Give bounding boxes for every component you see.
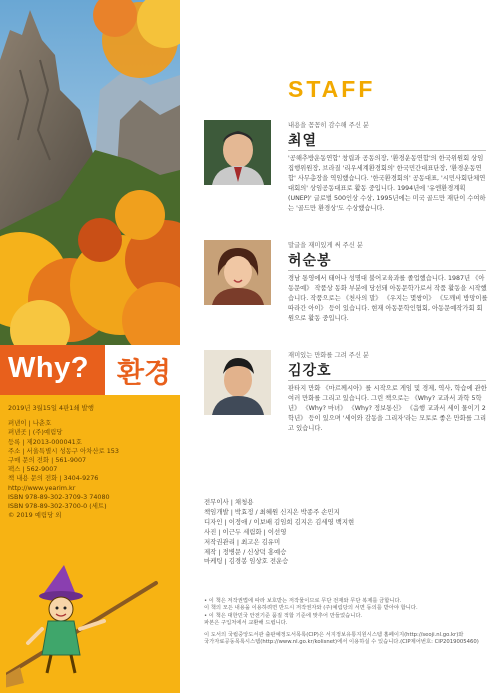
staff-role: 말글을 재미있게 써 주신 분 [288, 242, 363, 249]
subject-box [105, 345, 180, 395]
isbn: ISBN 978-89-302-3709-3 74080 [8, 492, 110, 501]
illustrator-photo [204, 350, 271, 415]
credit-row: 전무이사 | 채청용 [204, 498, 254, 506]
credit-row: 저작권관리 | 최고은 김유미 [204, 537, 281, 546]
imprint-row: 주소 | 서울특별시 성동구 아차산로 153 [8, 446, 119, 455]
divider [288, 380, 486, 381]
subject-title: 환경 [117, 356, 172, 389]
footnote: 이 책의 모든 내용을 이용하려면 반드시 저작권자와 (주)예림당의 서면 동의를 받아야 합니다. [204, 605, 418, 612]
production-credits [204, 498, 494, 567]
staff-page [180, 0, 500, 693]
witch-character-illustration [6, 563, 178, 688]
imprint-row: 팩스 | 562-9007 [8, 465, 58, 474]
divider [288, 270, 486, 271]
footnote: • 이 책은 대한민국 안전기준 품질 적합 기준에 맞추어 만들었습니다. [204, 612, 363, 619]
imprint-row: 책 내용 문의 전화 | 3404-9276 [8, 474, 99, 483]
staff-name: 허순봉 [288, 253, 332, 269]
divider [288, 150, 486, 151]
left-panel [0, 0, 180, 693]
staff-name: 김강호 [288, 363, 332, 379]
cip-note: 이 도서의 국립중앙도서관 출판예정도서목록(CIP)은 서지정보유통지원시스템 홈페이지(http://seoji.nl.go.kr)와 [204, 631, 464, 638]
staff-heading: STAFF [288, 76, 376, 102]
cip-note: 국가자료공동목록시스템(http://www.nl.go.kr/kolisnet)에서 이용하실 수 있습니다.(CIP제어번호: CIP2019005460) [204, 639, 479, 646]
imprint-block [8, 404, 178, 520]
isbn-set: ISBN 978-89-302-3700-0 (세트) [8, 502, 107, 511]
supervisor-photo [204, 120, 271, 185]
imprint-row: 등록 | 제2013-000041호 [8, 437, 82, 446]
staff-bio: '공해추방운동연합' 창립과 공동의장, '환경운동연합'의 한국위원회 상임집행위원장, 브라질 '리우세계환경회의' 한국민간대표단장, '환경운동연합' 사무총장을 역임했습니다. '한국환경회의' 공동대표, '시민사회단체연대회의' 상임공동대표로 활동 중입니다. 1994년에 '유엔환경계획(UNEP)' 글로벌 500인상 수상, 1995년에는 미국 골드만 재단이 수여하는 '골드만 환경상'도 수상했습니다. [288, 155, 486, 213]
staff-name: 최열 [288, 133, 318, 149]
credit-row: 사진 | 이근두 세림화 | 이선영 [204, 527, 287, 536]
imprint-row: 펴낸이 | 나춘호 [8, 419, 52, 428]
staff-bio: 판타지 만화 《마르께시아》를 시작으로 게임 및 경제, 역사, 학습에 관한 여러 만화를 그리고 있습니다. 그린 책으로는 《Why? 교과서 과학 5학년》 《Why? 마녀》 《Why? 정보통신》 《음행 교과서 세이 물이기 2학년》 등이 있으며 '세이와 감동을 그리자'라는 모토로 좋은 만화를 그리고 있습니다. [288, 385, 487, 433]
credit-row: 제작 | 정병문 / 신상덕 홍예승 [204, 547, 287, 556]
credit-row: 디자인 | 이정애 / 이보배 김임희 김지은 김세영 백지현 [204, 517, 355, 526]
why-logo-text: Why? [8, 352, 89, 384]
writer-photo [204, 240, 271, 305]
legal-footnotes [204, 598, 494, 646]
staff-role: 재미있는 만화를 그려 주신 분 [288, 352, 369, 359]
staff-bio: 경남 통영에서 태어나 성명대 불어교육과를 졸업했습니다. 1987년 《아동문예》 작품상 동화 부분에 당선돼 아동문학가로서 작품 활동을 시작했습니다. 작품으로는 《천사의 말》 《우지는 몇쌍이》 《도깨비 방망이를 따라간 아이》 등이 있습니다. 현재 아동문학인협회, 아동문예작가회 회원으로 활동 중입니다. [288, 275, 488, 323]
copyright: © 2019 예림당 외 [8, 511, 62, 520]
book-title-band [0, 345, 180, 395]
publication-date: 2019년 3월15일 4판1쇄 발행 [8, 404, 94, 412]
staff-role: 내용을 꼼꼼히 감수해 주신 분 [288, 122, 369, 129]
imprint-row: 펴낸곳 | (주)예림당 [8, 428, 63, 437]
footnote: 파본은 구입처에서 교환해 드립니다. [204, 620, 288, 627]
imprint-url: http://www.yearim.kr [8, 483, 76, 492]
cover-photo [0, 0, 180, 345]
credit-row: 책임개발 | 박효정 / 최혜원 신지은 박종주 손민지 [204, 507, 340, 516]
why-logo-box [0, 345, 105, 395]
imprint-row: 구매 문의 전화 | 561-9007 [8, 456, 87, 465]
footnote: • 이 책은 저작권법에 따라 보호받는 저작물이므로 무단 전재와 무단 복제를 금합니다. [204, 598, 402, 604]
credit-row: 마케팅 | 김경봉 임상호 전운승 [204, 557, 289, 566]
